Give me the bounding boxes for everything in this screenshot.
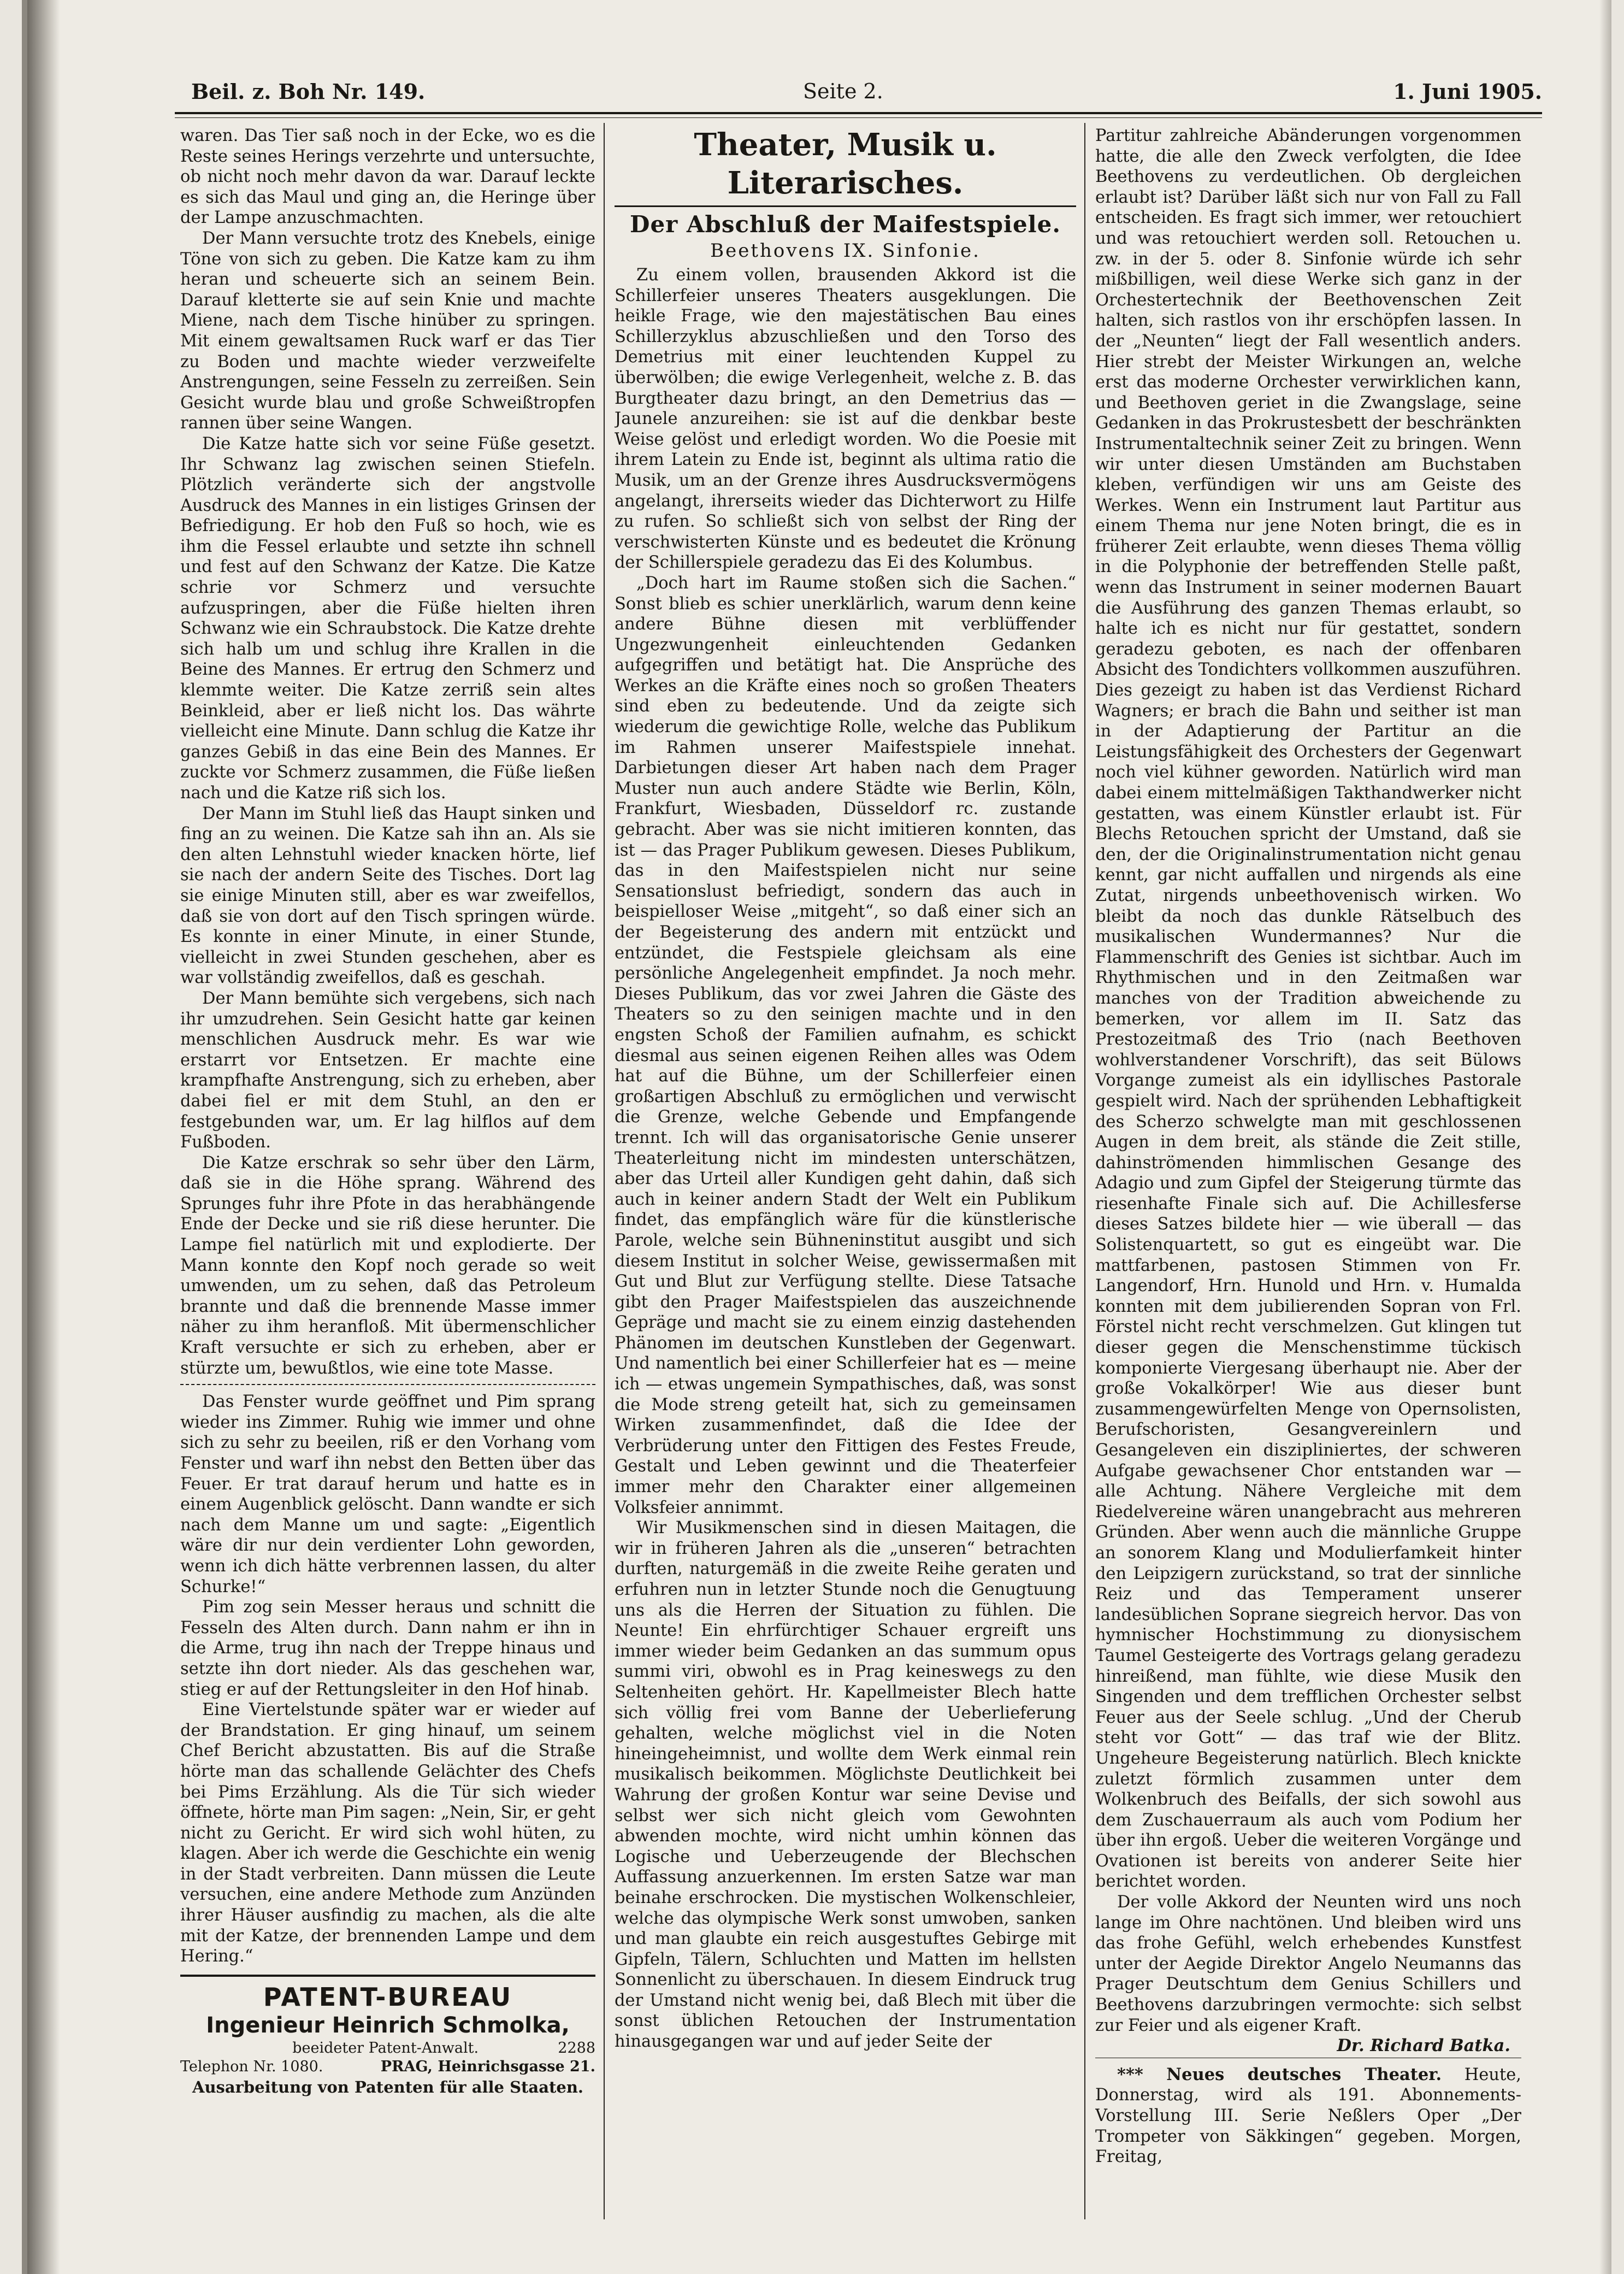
paragraph: Die Katze hatte sich vor seine Füße gesetzt. Ihr Schwanz lag zwischen seinen Stiefeln. Plötzlich veränderte sich der angstvolle Ausdruck des Mannes in ein listiges Grinsen der Befriedigung. Er hob den Fuß so hoch, wie es ihm die Fessel erlaubte und setzte ihn schnell und fest auf den Schwanz der Katze. Die Katze schrie vor Schmerz und versuchte aufzuspringen, aber die Füße hielten ihren Schwanz wie ein Schraubstock. Die Katze drehte sich halb um und schlug ihre Krallen in die Beine des Mannes. Er ertrug den Schmerz und klemmte weiter. Die Katze zerriß sein altes Beinkleid, aber er ließ nicht los. Das währte vielleicht eine Minute. Dann schlug die Katze ihr ganzes Gebiß in das eine Bein des Mannes. Er zuckte vor Schmerz zusammen, die Füße ließen nach und die Katze riß sich los. bbox=[180, 434, 595, 803]
section-heading: Theater, Musik u. Literarisches. bbox=[615, 126, 1076, 207]
binding-shadow bbox=[27, 0, 60, 2274]
paragraph: Der volle Akkord der Neunten wird uns noch lange im Ohre nachtönen. Und bleiben wird uns das frohe Gefühl, welch erhebendes Kunstfest unter der Aegide Direktor Angelo Neumanns das Prager Deutschtum dem Genius Schillers und Beethovens darzubringen vermochte: sich selbst zur Feier und als eigener Kraft. bbox=[1095, 1893, 1521, 2035]
ad-address: PRAG, Heinrichsgasse 21. bbox=[380, 2058, 595, 2075]
paragraph: Das Fenster wurde geöffnet und Pim sprang wieder ins Zimmer. Ruhig wie immer und ohne sich zu sehr zu beeilen, riß er den Vorhang vom Fenster und warf ihn nebst den Betten über das Feuer. Er trat darauf herum und hatte es in einem Augenblick gelöscht. Dann wandte er sich nach dem Manne um und sagte: „Eigentlich wäre dir nur dein verdienter Lohn geworden, wenn ich dich hätte verbrennen lassen, du alter Schurke!“ bbox=[180, 1392, 595, 1596]
ad-rule bbox=[180, 1975, 595, 1977]
paragraph: Die Katze erschrak so sehr über den Lärm, daß sie in die Höhe sprang. Während des Sprunges fuhr ihre Pfote in das herabhängende Ende der Decke und sie riß diese herunter. Die Lampe fiel natürlich mit und explodierte. Der Mann konnte den Kopf noch gerade so weit umwenden, um zu sehen, daß das Petroleum brannte und daß die brennende Masse immer näher zu ihm heranfloß. Mit übermenschlicher Kraft versuchte er sich zu erheben, aber er stürzte um, bewußtlos, wie eine tote Masse. bbox=[180, 1153, 595, 1378]
article-subtitle: Beethovens IX. Sinfonie. bbox=[710, 240, 981, 262]
page-edge bbox=[1599, 0, 1611, 2274]
ad-title: PATENT-BUREAU bbox=[263, 1982, 513, 2012]
paragraph: Der Mann im Stuhl ließ das Haupt sinken und fing an zu weinen. Die Katze sah ihn an. Als sie den alten Lehnstuhl wieder knacken hörte, lief sie nach der andern Seite des Tisches. Dort lag sie einige Minuten still, aber es war zweifellos, daß sie von dort auf den Tisch springen würde. Es konnte in einer Minute, in einer Stunde, vielleicht in zwei Stunden geschehen, aber es war vollständig zweifellos, daß es geschah. bbox=[180, 804, 595, 988]
column-story bbox=[180, 126, 595, 2225]
header-rule bbox=[175, 112, 1542, 118]
paragraph: Pim zog sein Messer heraus und schnitt die Fesseln des Alten durch. Dann nahm er ihn in die Arme, trug ihn nach der Treppe hinaus und setzte ihn dort nieder. Als das geschehen war, stieg er auf der Rettungsleiter in den Hof hinab. bbox=[180, 1598, 595, 1699]
article-signature: Dr. Richard Batka. bbox=[1337, 2036, 1510, 2056]
notice-text: Heute, Donnerstag, wird als 191. Abonnements-Vorstellung III. Serie Neßlers Oper „Der Trompeter von Säkkingen“ gegeben. Morgen, Freitag, bbox=[1095, 2065, 1521, 2167]
article-title: Der Abschluß der Maifestspiele. bbox=[630, 211, 1061, 238]
column-theater bbox=[615, 126, 1076, 2225]
ad-footer: Ausarbeitung von Patenten für alle Staaten. bbox=[192, 2077, 584, 2096]
section-separator bbox=[180, 1384, 595, 1385]
paragraph: Der Mann bemühte sich vergebens, sich nach ihr umzudrehen. Sein Gesicht hatte gar keinen menschlichen Ausdruck mehr. Es war wie erstarrt vor Entsetzen. Er machte eine krampfhafte Anstrengung, sich zu erheben, aber dabei fiel er mit dem Stuhl, an den er festgebunden war, um. Er lag hilflos auf dem Fußboden. bbox=[180, 988, 595, 1152]
paragraph: Der Mann versuchte trotz des Knebels, einige Töne von sich zu geben. Die Katze kam zu ihm heran und scheuerte sich an seinem Bein. Darauf kletterte sie auf sein Knie und machte Miene, nach dem Tische hinüber zu springen. Mit einem gewaltsamen Ruck warf er das Tier zu Boden und machte wieder verzweifelte Anstrengungen, seine Fesseln zu zerreißen. Sein Gesicht wurde blau und große Schweißtropfen rannen über seine Wangen. bbox=[180, 228, 595, 433]
notice-title: *** Neues deutsches Theater. bbox=[1117, 2064, 1442, 2084]
ad-phone: Telephon Nr. 1080. bbox=[180, 2058, 323, 2075]
ad-row bbox=[180, 2039, 595, 2058]
patent-bureau-ad bbox=[180, 1982, 595, 2098]
column-divider bbox=[1084, 123, 1085, 2219]
page-header bbox=[191, 79, 1542, 112]
ad-name: Ingenieur Heinrich Schmolka, bbox=[206, 2012, 570, 2038]
ad-row bbox=[180, 2058, 595, 2076]
ad-number: 2288 bbox=[558, 2039, 595, 2057]
column-divider bbox=[604, 123, 605, 2219]
header-issue: Beil. z. Boh Nr. 149. bbox=[191, 79, 426, 104]
header-page-number: Seite 2. bbox=[803, 79, 883, 103]
paragraph: Eine Viertelstunde später war er wieder auf der Brandstation. Er ging hinauf, um seinem Chef Bericht abzustatten. Bis auf die Straße hörte man das schallende Gelächter des Chefs bei Pims Erzählung. Als die Tür sich wieder öffnete, hörte man Pim sagen: „Nein, Sir, er geht nicht zu Gericht. Er wird sich wohl hüten, zu klagen. Aber ich werde die Geschichte ein wenig in der Stadt verbreiten. Dann müssen die Leute versuchen, eine andere Methode zum Anzünden ihrer Häuser ausfindig zu machen, als die alte mit der Katze, der brennenden Lampe und dem Hering.“ bbox=[180, 1700, 595, 1966]
header-date: 1. Juni 1905. bbox=[1393, 79, 1542, 104]
column-review-continued bbox=[1095, 126, 1521, 2225]
ad-line: beeideter Patent-Anwalt. bbox=[292, 2039, 479, 2057]
paragraph: Partitur zahlreiche Abänderungen vorgenommen hatte, die alle den Zweck verfolgten, die Idee Beethovens zu verdeutlichen. Ob dergleichen erlaubt ist? Darüber läßt sich nur von Fall zu Fall entscheiden. Es fragt sich immer, wer retouchiert und was retouchiert werden soll. Retouchen u. zw. in der 5. oder 8. Sinfonie würde ich sehr mißbilligen, weil diese Werke sich ganz in der Orchestertechnik der Beethovenschen Zeit halten, sich rastlos von ihr erschöpfen lassen. In der „Neunten“ liegt der Fall wesentlich anders. Hier strebt der Meister Wirkungen an, welche erst das moderne Orchester verwirklichen kann, und Beethoven geriet in die Zwangslage, seine Gedanken in das Prokrustesbett der beschränkten Instrumentaltechnik seiner Zeit zu bringen. Wenn wir unter diesen Umständen am Buchstaben kleben, verfündigen wir uns am Geiste des Werkes. Wenn ein Instrument laut Partitur aus einem Thema nur jene Noten bringt, die es in früherer Zeit erlaubte, wenn dieses Thema völlig in die Polyphonie der betreffenden Stelle paßt, wenn das Instrument in seiner modernen Bauart die Ausführung des ganzen Themas erlaubt, so halte ich es nicht nur für gestattet, sondern geradezu geboten, es nach der offenbaren Absicht des Tondichters vollkommen auszuführen. Dies gezeigt zu haben ist das Verdienst Richard Wagners; er brach die Bahn und seither ist man in der Adaptierung der Partitur an die Leistungsfähigkeit des Orchesters der Gegenwart noch viel kühner geworden. Natürlich wird man dabei einem mittelmäßigen Takthandwerker nicht gestatten, was einem Künstler erlaubt ist. Für Blechs Retouchen spricht der Umstand, daß sie den, der die Originalinstrumentation nicht genau kennt, gar nicht auffallen und nirgends als eine Zutat, nirgends unbeethovenisch wirken. Wo bleibt da noch das dunkle Rätselbuch des musikalischen Wundermannes? Nur die Flammenschrift des Genies ist sichtbar. Auch im Rhythmischen und in den Zeitmaßen war manches von der Tradition abweichende zu bemerken, vor allem im II. Satz das Prestozeitmaß des Trio (nach Beethoven wohlverstandener Vorschrift), das seit Bülows Vorgange zumeist als ein idyllisches Pastorale gespielt wird. Nach der sprühenden Lebhaftigkeit des Scherzo schwelgte man mit geschlossenen Augen in dem breit, als stände die Zeit stille, dahinströmenden himmlischen Gesange des Adagio und zum Gipfel der Steigerung türmte das riesenhafte Finale sich auf. Die Achillesferse dieses Satzes bildete hier — wie überall — das Solistenquartett, so gut es eingeübt war. Die mattfarbenen, pastosen Stimmen von Fr. Langendorf, Hrn. Hunold und Hrn. v. Humalda konnten mit dem jubilierenden Sopran von Frl. Förstel nicht recht verschmelzen. Gut klingen tut dieser gegen die Menschenstimme tückisch komponierte Viergesang überhaupt nie. Aber der große Vokalkörper! Wie aus dieser bunt zusammengewürfelten Menge von Opernsolisten, Berufschoristen, Gesangvereinlern und Gesangeleven ein diszipliniertes, der schweren Aufgabe gewachsener Chor entstanden war — alle Achtung. Nähere Vergleiche mit dem Riedelvereine wären unangebracht aus mehreren Gründen. Aber wenn auch die männliche Gruppe an sonorem Klang und Modulierfamkeit hinter den Leipzigern zurückstand, so trat der sinnliche Reiz und das Temperament unserer landesüblichen Soprane siegreich hervor. Das von hymnischer Hochstimmung zu dionysischem Taumel Gesteigerte des Vortrags gelang geradezu hinreißend, man fühlte, wie diese Musik den Singenden und dem trefflichen Orchester selbst Feuer aus der Seele schlug. „Und der Cherub steht vor Gott“ — das traf wie der Blitz. Ungeheure Begeisterung natürlich. Blech knickte zuletzt förmlich zusammen unter dem Wolkenbruch des Beifalls, der sich sowohl aus dem Zuschauerraum als auch vom Podium her über ihn ergoß. Ueber die weiteren Vorgänge und Ovationen ist bereits von anderer Seite hier berichtet worden. bbox=[1095, 126, 1521, 1892]
notice bbox=[1095, 2065, 1521, 2167]
paragraph: Zu einem vollen, brausenden Akkord ist die Schillerfeier unseres Theaters ausgeklungen. Die heikle Frage, wie den majestätischen Bau eines Schillerzyklus abzuschließen und den Torso des Demetrius mit einer leuchtenden Kuppel zu überwölben; die ewige Verlegenheit, welche z. B. das Burgtheater dazu bringt, an den Demetrius das — Jaunele anzureihen: sie ist auf die denkbar beste Weise gelöst und erledigt worden. Wo die Poesie mit ihrem Latein zu Ende ist, beginnt als ultima ratio die Musik, um an der Grenze ihres Ausdrucksvermögens angelangt, ihrerseits wieder das Dichterwort zu Hilfe zu rufen. So schließt sich von selbst der Ring der verschwisterten Künste und es bedeutet die Krönung der Schillerspiele geradezu das Ei des Kolumbus. bbox=[615, 266, 1076, 573]
paragraph: „Doch hart im Raume stoßen sich die Sachen.“ Sonst blieb es schier unerklärlich, warum denn keine andere Bühne diesen mit verblüffender Ungezwungenheit einleuchtenden Gedanken aufgegriffen und betätigt hat. Die Ansprüche des Werkes an die Kräfte eines noch so großen Theaters sind eben zu bedeutende. Und da zeigte sich wiederum die gewichtige Rolle, welche das Publikum im Rahmen unserer Maifestspiele innehat. Darbietungen dieser Art haben nach dem Prager Muster nun auch andere Städte wie Berlin, Köln, Frankfurt, Wiesbaden, Düsseldorf rc. zustande gebracht. Aber was sie nicht imitieren konnten, das ist — das Prager Publikum gewesen. Dieses Publikum, das in den Maifestspielen nicht nur seine Sensationslust befriedigt, sondern das auch in beispielloser Weise „mitgeht“, so daß einer sich an der Begeisterung des andern mit entzückt und entzündet, die Festspiele gleichsam als eine persönliche Angelegenheit empfindet. Ja noch mehr. Dieses Publikum, das vor zwei Jahren die Gäste des Theaters so zu den seinigen machte und in den engsten Schoß der Familien aufnahm, es schickt diesmal aus seinen eigenen Reihen alles was Odem hat auf die Bühne, um der Schillerfeier einen großartigen Abschluß zu ermöglichen und verwischt die Grenze, welche Gebende und Empfangende trennt. Ich will das organisatorische Genie unserer Theaterleitung nicht im mindesten unterschätzen, aber das Urteil aller Kundigen geht dahin, daß sich auch in keiner andern Stadt der Welt ein Publikum findet, das empfänglich wäre für die künstlerische Parole, welche sein Bühneninstitut ausgibt und sich diesem Institut in solcher Weise, gewissermaßen mit Gut und Blut zur Verfügung stellte. Diese Tatsache gibt den Prager Maifestspielen das auszeichnende Gepräge und macht sie zu einem einzig dastehenden Phänomen im deutschen Kunstleben der Gegenwart. Und namentlich bei einer Schillerfeier hat es — meine ich — etwas ungemein Sympathisches, daß, was sonst die Mode streng geteilt hat, sich zu gemeinsamen Wirken zusammenfindet, daß die Idee der Verbrüderung unter den Fittigen des Festes Freude, Gestalt und Leben gewinnt und die Theaterfeier immer mehr den Charakter einer allgemeinen Volksfeier annimmt. bbox=[615, 573, 1076, 1517]
paragraph: waren. Das Tier saß noch in der Ecke, wo es die Reste seines Herings verzehrte und untersuchte, ob nicht noch mehr davon da war. Darauf leckte es sich das Maul und ging an, die Heringe über der Lampe anzuschmachten. bbox=[180, 126, 595, 228]
paragraph: Wir Musikmenschen sind in diesen Maitagen, die wir in früheren Jahren als die „unseren“ betrachten durften, naturgemäß in die zweite Reihe geraten und erfuhren nun in letzter Stunde noch die Genugtuung uns als die Herren der Situation zu fühlen. Die Neunte! Ein ehrfürchtiger Schauer ergreift uns immer wieder beim Gedanken an das summum opus summi viri, obwohl es in Prag keineswegs zu den Seltenheiten gehört. Hr. Kapellmeister Blech hatte sich völlig frei vom Banne der Ueberlieferung gehalten, welche möglichst viel in die Noten hineingeheimnist, und wollte dem Werk einmal rein musikalisch beikommen. Möglichste Deutlichkeit bei Wahrung der großen Kontur war seine Devise und selbst wer sich nicht gleich vom Gewohnten abwenden mochte, wird nicht umhin können das Logische und Ueberzeugende der Blechschen Auffassung anzuerkennen. Im ersten Satze war man beinahe erschrocken. Die mystischen Wolkenschleier, welche das olympische Werk sonst umwoben, sanken und man glaubte ein reich ausgestuftes Gebirge mit Gipfeln, Tälern, Schluchten und Matten im hellsten Sonnenlicht zu überschauen. In diesem Eindruck trug der Umstand nicht wenig bei, daß Blech mit über die sonst üblichen Retouchen der Instrumentation hinausgegangen war und auf jeder Seite der bbox=[615, 1518, 1076, 2052]
